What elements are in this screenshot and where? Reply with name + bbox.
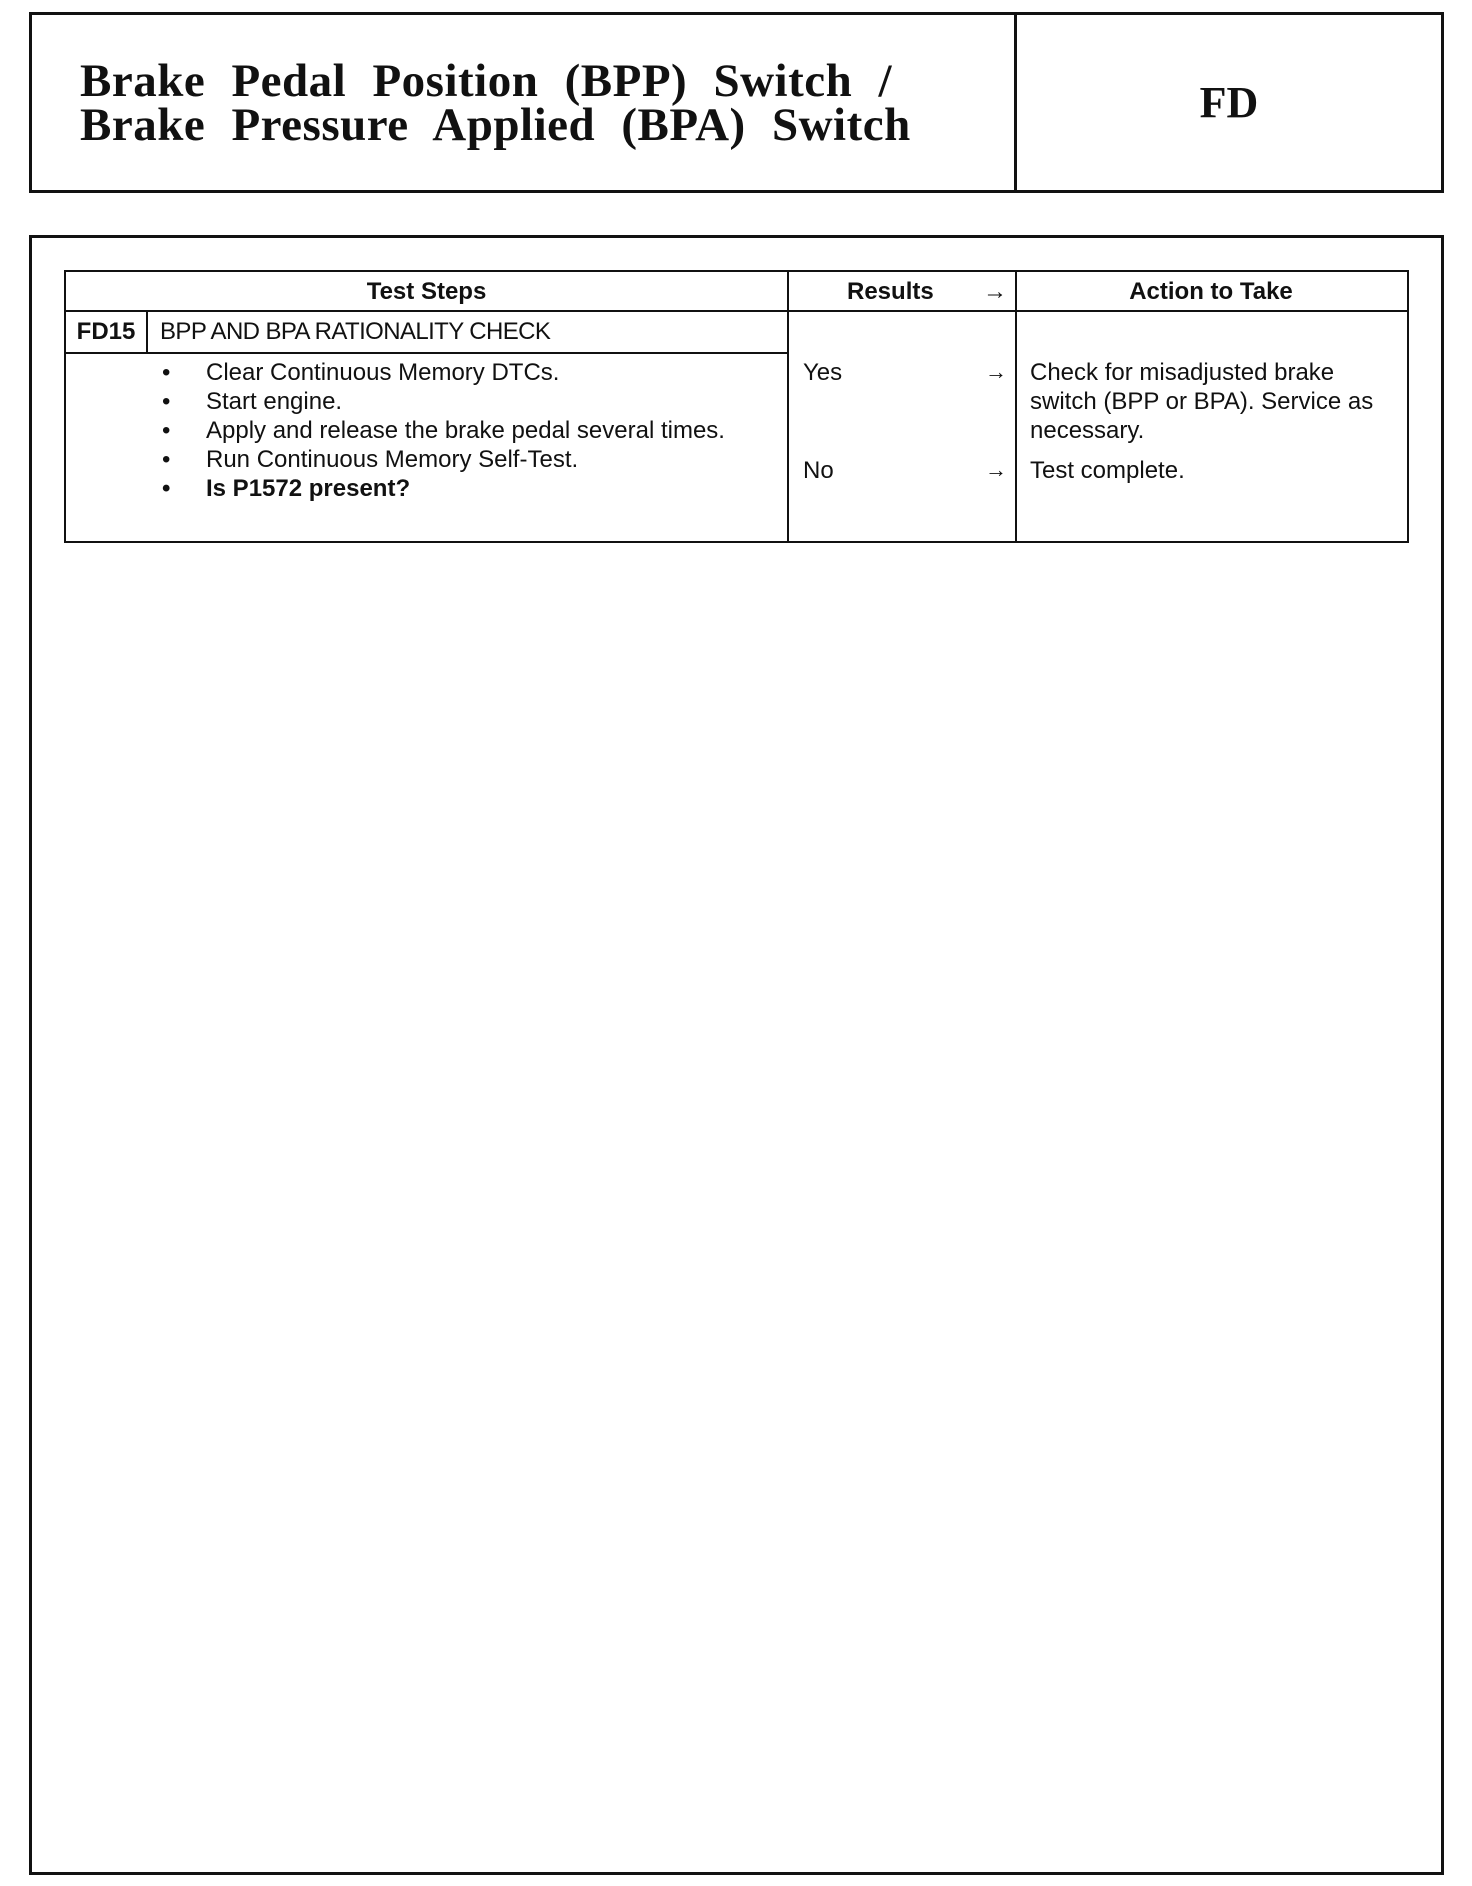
step-id-divider (146, 312, 148, 352)
title-line-2: Brake Pressure Applied (BPA) Switch (80, 98, 911, 151)
result-no-action: Test complete. (1030, 457, 1185, 484)
results-column-divider (787, 272, 789, 541)
header-action: Action to Take (1129, 278, 1293, 305)
result-yes-label: Yes (803, 359, 843, 386)
step-instructions (159, 358, 759, 503)
bullet-icon: • (162, 446, 171, 473)
list-item: • Start engine. (162, 388, 343, 415)
bullet-icon: • (162, 388, 171, 415)
list-item: • Is P1572 present? (162, 475, 411, 502)
step-title: BPP AND BPA RATIONALITY CHECK (160, 318, 551, 345)
header-results-arrow-icon: → (983, 278, 1007, 305)
header-results (787, 272, 1015, 312)
test-steps-table (64, 270, 1409, 543)
header-test-steps: Test Steps (366, 278, 487, 305)
section-code: FD (1199, 78, 1259, 127)
result-yes-action: Check for misadjusted brake switch (BPP or BPA). Service as necessary. (1030, 359, 1374, 444)
header-results-label: Results (847, 278, 934, 305)
result-no-label: No (803, 457, 834, 484)
action-column-divider (1015, 272, 1017, 541)
result-yes-arrow-icon: → (985, 359, 1007, 384)
title-line-1: Brake Pedal Position (BPP) Switch / (80, 54, 893, 107)
bullet-icon: • (162, 417, 171, 444)
list-item: • Run Continuous Memory Self-Test. (162, 446, 579, 473)
bullet-icon: • (162, 475, 171, 502)
section-code-box (1017, 15, 1441, 190)
page-header (29, 12, 1444, 193)
list-item: • Clear Continuous Memory DTCs. (162, 359, 560, 386)
step-title-divider (66, 352, 787, 354)
page-title (80, 54, 911, 151)
result-no-arrow-icon: → (985, 457, 1007, 482)
bullet-icon: • (162, 359, 171, 386)
header-title-box (32, 15, 1017, 190)
list-item: • Apply and release the brake pedal several times. (162, 417, 725, 444)
step-id: FD15 (76, 318, 136, 345)
